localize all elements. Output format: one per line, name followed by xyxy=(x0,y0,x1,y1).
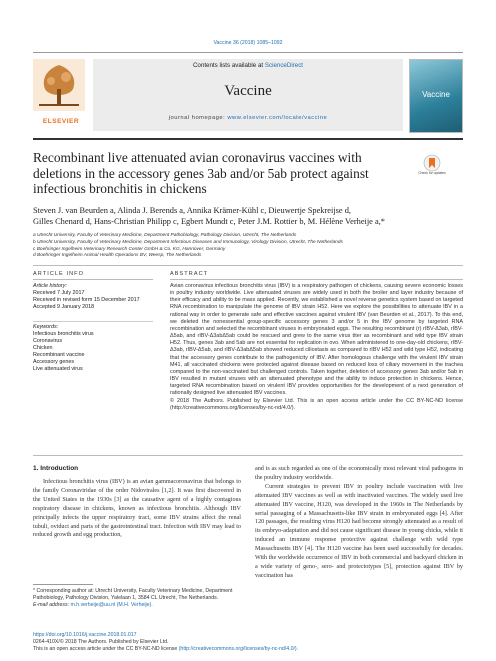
license-prefix: This is an open access article under the CC BY-NC-ND license xyxy=(33,645,179,652)
journal-title[interactable]: Vaccine xyxy=(224,83,272,99)
introduction-heading: 1. Introduction xyxy=(33,465,79,472)
section-divider xyxy=(33,265,463,266)
affiliation-c: c Boehringer Ingelheim Veterinary Research Center GmbH & Co. KG, Hannover, Germany xyxy=(33,246,226,252)
col2-paragraph-2: Current strategies to prevent IBV in poultry include vaccination with live attenuated IBV vaccines as well as with inactivated vaccines. The widely used live attenuated IBV vaccine, H120, was developed in the 1960s in The Netherlands by serial passaging of a Massachusetts-like IBV strain in embryonated eggs [4]. After 120 passages, the resulting virus H120 had become strongly attenuated as a result of its embryo-adaptation and did not cause significant disease in young chicks, while it induced an immune response protective against challenge with wild type Massachusetts IBV [4]. The H120 vaccine has been used successfully for decades. With the worldwide occurrence of IBV in both commercial and backyard chicken in a wide variety of geno-, sero- and protectotypes [5], protection against IBV by vaccination has xyxy=(255,483,463,579)
keyword: Coronavirus xyxy=(33,338,63,344)
keywords xyxy=(33,324,153,373)
masthead-divider xyxy=(33,138,463,140)
abstract-body xyxy=(170,283,463,412)
homepage-prefix: journal homepage: xyxy=(168,115,228,121)
keyword: Live attenuated virus xyxy=(33,366,83,372)
abstract-text: Avian coronavirus infectious bronchitis virus (IBV) is a respiratory pathogen of chickens, causing severe economic losses in poultry industry worldwide. Live attenuated viruses are widely used in both the broiler and layer industry because of their efficacy and ability to be mass applied. Recently, we established a novel reverse genetics system based on targeted RNA recombination to manipulate the genome of IBV strain H52. Here we explore the possibilities to attenuate IBV in a rational way in order to generate safe and effective vaccines against virulent IBV (van Beurden et al., 2017). To this end, we deleted the nonessential group-specific accessory genes 3 and/or 5 in the IBV genome by targeted RNA recombination and selected the recombinant viruses in embryonated eggs. The resulting recombinant (r) rIBV-Δ3ab, rIBV-Δ5ab, and rIBV-Δ3abΔ5ab could be rescued and grew to the same virus titer as recombinant and wild type IBV strain H52. Thus, genes 3ab and 5ab are not essential for replication in ovo. When administered to one-day-old chickens, rIBV-Δ3ab, rIBV-Δ5ab, and rIBV-Δ3abΔ5ab showed reduced ciliostasis as compared to rIBV H52 and wild type H52, indicating that the accessory genes contribute to the pathogenicity of IBV. After homologous challenge with the virulent IBV strain M41, all vaccinated chickens were protected against disease based on reduced loss of ciliary movement in the trachea compared to the non-vaccinated but challenged controls. Taken together, deletion of accessory genes 3ab and/or 5ab in IBV resulted in mutant viruses with an attenuated phenotype and the ability to induce protection in chickens. Hence, targeted RNA recombination based on virulent IBV provides opportunities for the development of a next generation of rationally designed live attenuated IBV vaccines. xyxy=(170,283,463,397)
affiliations xyxy=(33,233,463,260)
affiliation-b: b Utrecht University, Faculty of Veterinary Medicine, Department Infectious Diseases and Immunology, Virology Division, Utrecht, The Netherlands xyxy=(33,239,343,245)
page-footer xyxy=(33,632,463,652)
publisher-logo-text: ELSEVIER xyxy=(42,118,80,125)
journal-cover-image[interactable] xyxy=(409,59,463,133)
revised-date: Received in revised form 15 December 2017 xyxy=(33,297,140,303)
doi-link[interactable]: https://doi.org/10.1016/j.vaccine.2018.01.017 xyxy=(33,632,137,638)
accepted-date: Accepted 9 January 2018 xyxy=(33,304,95,310)
email-line xyxy=(33,602,241,609)
keyword: Infectious bronchitis virus xyxy=(33,331,94,337)
introduction-column-2 xyxy=(255,465,463,581)
authors-line-1: Steven J. van Beurden a, Alinda J. Berends a, Annika Krämer-Kühl c, Dieuwertje Spekreijse d, xyxy=(33,206,351,215)
sciencedirect-link[interactable]: ScienceDirect xyxy=(264,62,304,69)
footnote-text: * Corresponding author at: Utrecht University, Faculty Veterinary Medicine, Department Pathobiology, Pathology Division, Yalelaan 1, 3584 CL Utrecht, The Netherlands. xyxy=(33,588,233,601)
authors-line-2: Gilles Chenard d, Hans-Christian Philipp c, Egbert Mundt c, Peter J.M. Rottier b, M. Hélène Verheije a,* xyxy=(33,217,385,226)
license-line xyxy=(33,646,463,653)
contents-line xyxy=(93,62,403,69)
email-link[interactable]: m.h.verheije@uu.nl (M.H. Verheije). xyxy=(70,602,153,608)
keyword: Chicken xyxy=(33,345,53,351)
received-date: Received 7 July 2017 xyxy=(33,290,85,296)
homepage-link[interactable]: www.elsevier.com/locate/vaccine xyxy=(227,115,328,121)
badge-label: Check for updates xyxy=(418,171,446,175)
keywords-rule xyxy=(33,321,153,322)
abstract-rule xyxy=(170,279,463,280)
author-list xyxy=(33,205,463,227)
keywords-label: Keywords: xyxy=(33,324,59,330)
affiliation-d: d Boehringer Ingelheim Animal Health Operations BV, Weesp, The Netherlands xyxy=(33,253,202,259)
elsevier-tree-icon xyxy=(33,59,85,111)
body-divider xyxy=(33,455,463,456)
affiliation-a: a Utrecht University, Faculty of Veterinary Medicine, Department Pathobiology, Pathology Division, Utrecht, The Netherlands xyxy=(33,233,297,238)
footnote-rule xyxy=(33,584,93,585)
article-history xyxy=(33,283,153,311)
history-label: Article history: xyxy=(33,283,67,289)
journal-masthead xyxy=(33,52,463,143)
journal-banner xyxy=(93,59,403,131)
article-info-rule xyxy=(33,279,153,280)
check-for-updates-badge[interactable] xyxy=(420,154,444,178)
col2-paragraph-1: and is as such regarded as one of the economically most relevant viral pathogens in the poultry industry worldwide. xyxy=(255,466,463,481)
issn-line: 0264-410X/© 2018 The Authors. Published by Elsevier Ltd. xyxy=(33,638,169,645)
cover-title: Vaccine xyxy=(422,90,450,99)
article-info-heading: ARTICLE INFO xyxy=(33,271,84,277)
article-title: Recombinant live attenuated avian coronavirus vaccines with deletions in the accessory genes 3ab and/or 5ab protect against infectious bronchitis in chickens xyxy=(33,150,369,196)
journal-citation[interactable]: Vaccine 36 (2018) 1085–1092 xyxy=(213,40,283,46)
journal-homepage xyxy=(93,115,403,121)
abstract-copyright: © 2018 The Authors. Published by Elsevier Ltd. This is an open access article under the CC BY-NC-ND license (http://creativecommons.org/licenses/by-nc-nd/4.0/). xyxy=(170,397,463,411)
abstract-heading: ABSTRACT xyxy=(170,271,209,277)
introduction-column-1: Infectious bronchitis virus (IBV) is an avian gammacoronavirus that belongs to the family Coronaviridae of the order Nidovirales [1,2]. It was first discovered in the United States in the 1930s [3] as the causative agent of a highly contagious respiratory disease in chickens, known as infectious bronchitis. Although IBV principally infects the upper respiratory tract, some IBV strains affect the renal tubuli, oviduct and parts of the gastrointestinal tract. Infection with IBV may lead to reduced growth and egg production, xyxy=(33,479,241,539)
bookmark-icon xyxy=(420,154,444,172)
elsevier-logo[interactable] xyxy=(33,59,89,129)
email-label: E-mail address: xyxy=(33,602,71,608)
corresponding-author-footnote xyxy=(33,588,241,609)
license-link[interactable]: (http://creativecommons.org/licenses/by-nc-nd/4.0/). xyxy=(178,645,299,652)
keyword: Recombinant vaccine xyxy=(33,352,85,358)
keyword: Accessory genes xyxy=(33,359,75,365)
contents-prefix: Contents lists available at xyxy=(192,62,265,69)
